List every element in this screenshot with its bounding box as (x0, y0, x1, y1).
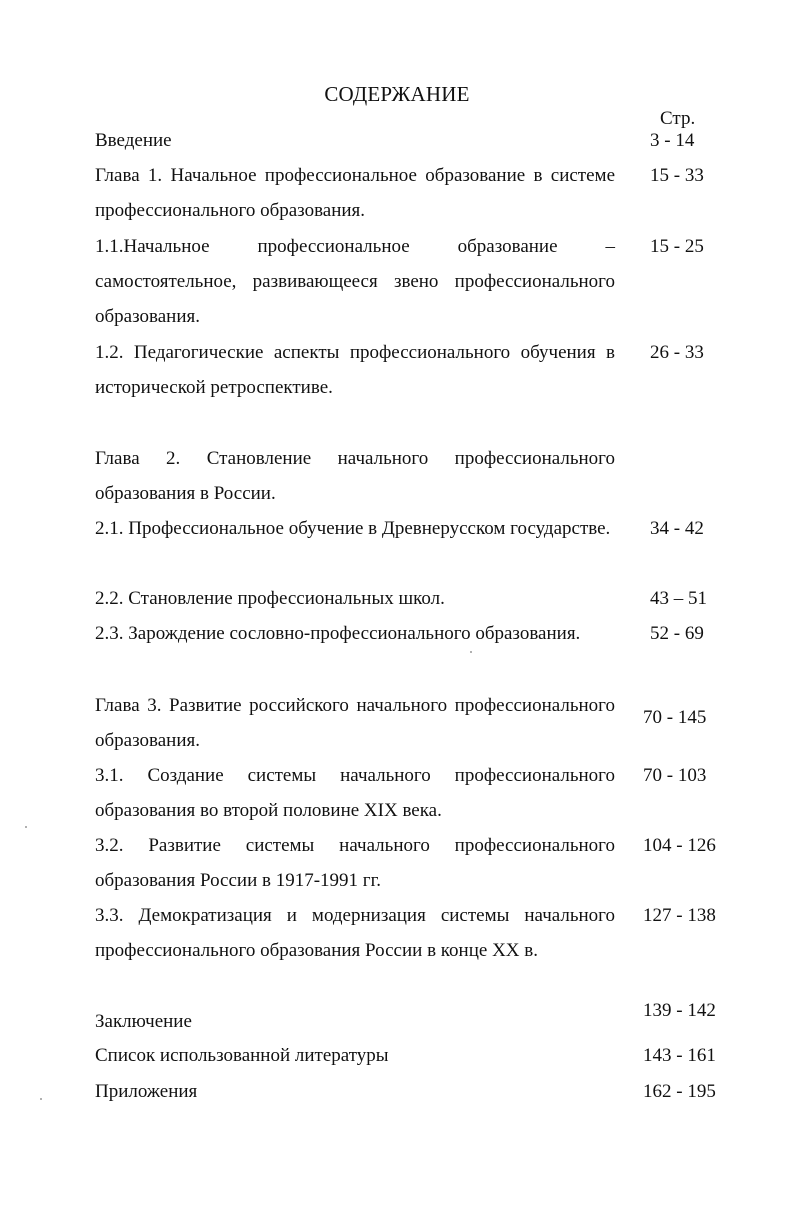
toc-entry-pages: 162 - 195 (643, 1081, 716, 1102)
scan-speck (470, 651, 472, 653)
toc-entry-conclusion (95, 1000, 735, 1039)
toc-entry-section-3-2 (95, 828, 735, 898)
toc-entry-pages: 15 - 25 (650, 236, 704, 257)
toc-entry-chapter-2 (95, 441, 735, 511)
pages-column-header: Стр. (660, 108, 696, 129)
toc-entry-section-1-1 (95, 229, 735, 334)
toc-entry-text: Приложения (95, 1081, 198, 1102)
toc-entry-pages: 139 - 142 (643, 1000, 716, 1021)
scan-speck (40, 1098, 42, 1100)
scan-speck (25, 826, 27, 828)
toc-entry-text: 3.2. Развитие системы начального профессионального образования России в 1917-1991 гг. (95, 835, 615, 891)
toc-entry-chapter-3 (95, 688, 735, 758)
toc-entry-appendices (95, 1074, 735, 1109)
toc-entry-pages: 34 - 42 (650, 518, 704, 539)
toc-entry-text: 1.2. Педагогические аспекты профессионального обучения в исторической ретроспективе. (95, 342, 615, 398)
toc-entry-section-3-3 (95, 898, 735, 968)
toc-entry-bibliography (95, 1038, 735, 1073)
toc-entry-text: Список использованной литературы (95, 1045, 389, 1066)
toc-entry-introduction (95, 123, 735, 158)
toc-entry-text: 2.2. Становление профессиональных школ. (95, 588, 445, 609)
toc-entry-section-2-3 (95, 616, 735, 651)
toc-entry-pages: 143 - 161 (643, 1045, 716, 1066)
toc-entry-text: 3.3. Демократизация и модернизация системы начального профессионального образования России в конце XX в. (95, 905, 615, 961)
toc-entry-pages: 15 - 33 (650, 165, 704, 186)
toc-entry-section-1-2 (95, 335, 735, 405)
toc-entry-text: Глава 3. Развитие российского начального профессионального образования. (95, 695, 615, 751)
toc-entry-section-2-1 (95, 511, 735, 546)
toc-entry-text: 2.1. Профессиональное обучение в Древнерусском государстве. (95, 518, 611, 539)
toc-entry-text: Введение (95, 130, 172, 151)
toc-entry-pages: 26 - 33 (650, 342, 704, 363)
toc-entry-pages: 43 – 51 (650, 588, 707, 609)
toc-entry-text: Глава 1. Начальное профессиональное образование в системе профессионального образования. (95, 165, 615, 221)
toc-entry-chapter-1 (95, 158, 735, 228)
page-title: СОДЕРЖАНИЕ (324, 82, 470, 106)
toc-entry-pages: 70 - 145 (643, 707, 707, 728)
toc-entry-pages: 3 - 14 (650, 130, 695, 151)
toc-entry-section-2-2 (95, 581, 735, 616)
toc-entry-text: Заключение (95, 1011, 192, 1032)
toc-entry-text: 3.1. Создание системы начального профессионального образования во второй половине XIX века. (95, 765, 615, 821)
toc-entry-pages: 104 - 126 (643, 835, 716, 856)
toc-entry-section-3-1 (95, 758, 735, 828)
toc-entry-text: Глава 2. Становление начального профессионального образования в России. (95, 448, 615, 504)
toc-entry-pages: 52 - 69 (650, 623, 704, 644)
toc-entry-pages: 70 - 103 (643, 765, 707, 786)
toc-entry-text: 1.1.Начальное профессиональное образование – самостоятельное, развивающееся звено профессионального образования. (95, 236, 615, 327)
toc-entry-pages: 127 - 138 (643, 905, 716, 926)
toc-entry-text: 2.3. Зарождение сословно-профессионального образования. (95, 623, 581, 644)
